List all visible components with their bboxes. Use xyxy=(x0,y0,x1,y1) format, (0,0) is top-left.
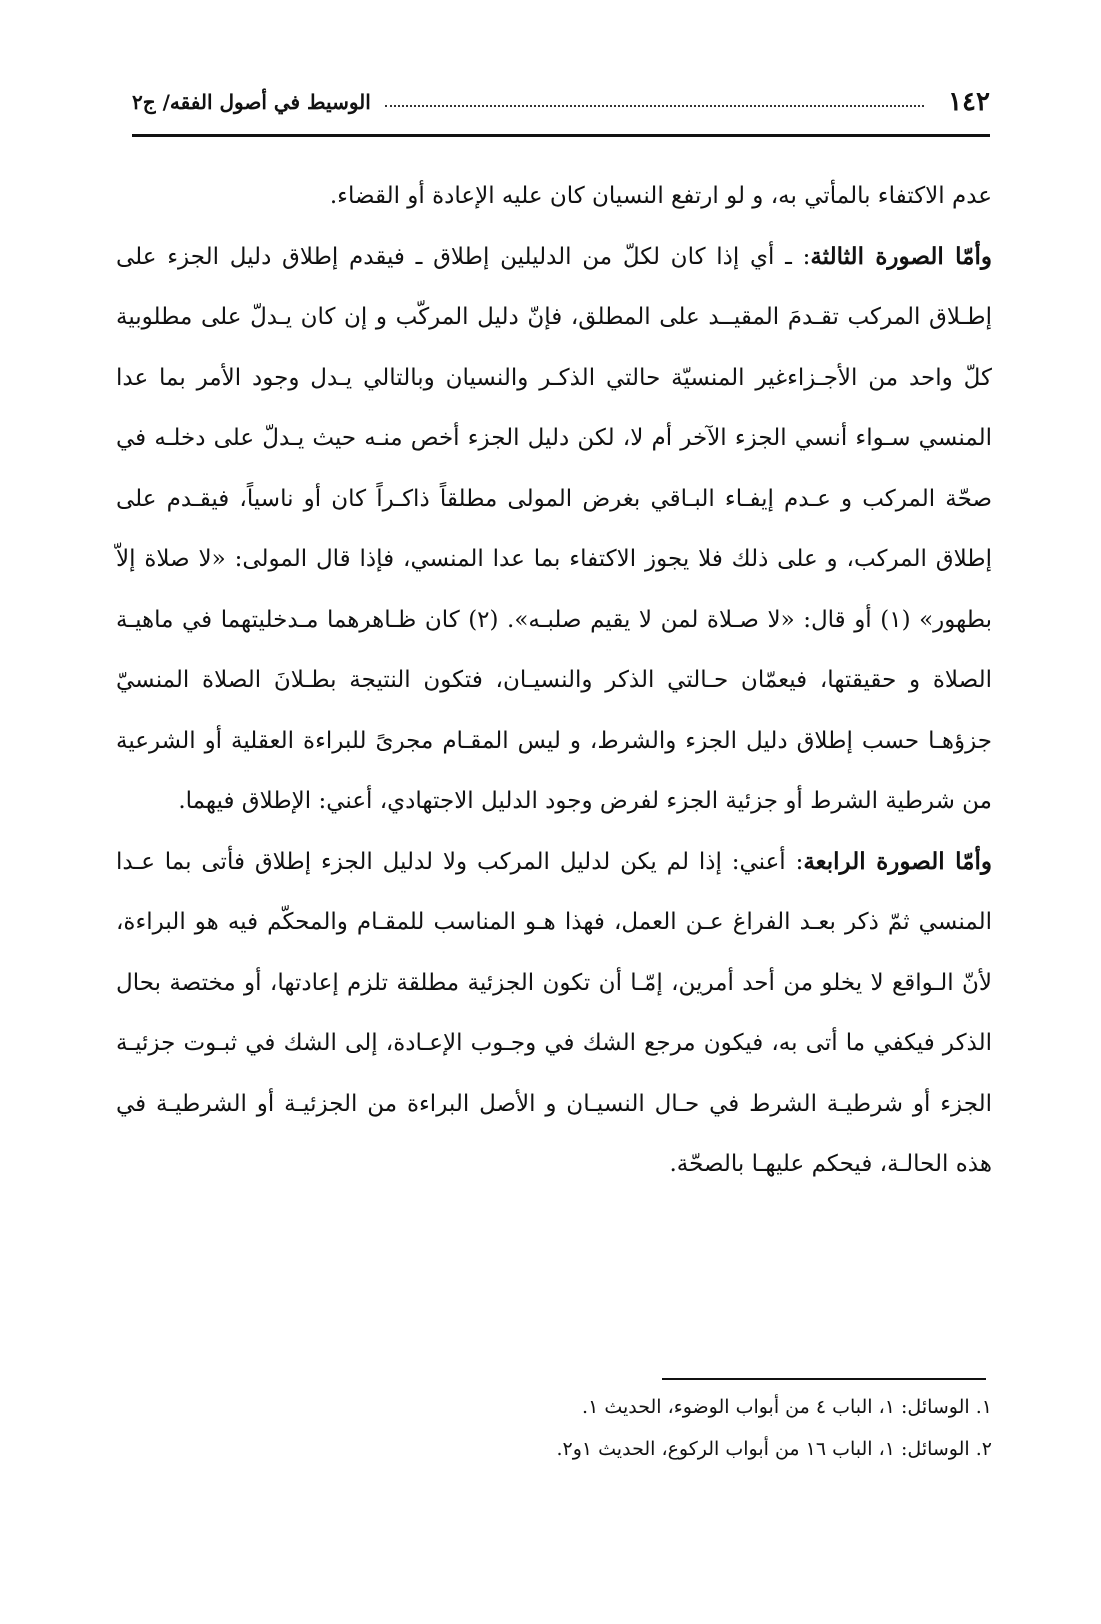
paragraph-3-heading: وأمّا الصورة الرابعة xyxy=(803,847,992,875)
paragraph-2-text: : ـ أي إذا كان لكلّ من الدليلين إطلاق ـ فيقدم إطلاق دليل الجزء على إطـلاق المركب تقـدمَ المقيــد على المطلق، فإنّ دليل المركّب و إن كان يـدلّ على مطلوبية كلّ واحد من الأجـزاءغير المنسيّة حالتي الذكـر والنسيان وبالتالي يـدل وجود الأمر بما عدا المنسي سـواء أنسي الجزء الآخر أم لا، لكن دليل الجزء أخص منـه حيث يـدلّ على دخلـه في صحّة المركب و عـدم إيفـاء البـاقي بغرض المولى مطلقاً ذاكـراً كان أو ناسياً، فيقـدم على إطلاق المركب، و على ذلك فلا يجوز الاكتفاء بما عدا المنسي، فإذا قال المولى: «لا صلاة إلاّ بطهور» (١) أو قال: «لا صـلاة لمن لا يقيم صلبـه». (٢) كان ظـاهرهما مـدخليتهما في ماهيـة الصلاة و حقيقتها، فيعمّان حـالتي الذكر والنسيـان، فتكون النتيجة بطـلانَ الصلاة المنسيّ جزؤهـا حسب إطلاق دليل الجزء والشرط، و ليس المقـام مجرىً للبراءة العقلية أو الشرعية من شرطية الشرط أو جزئية الجزء لفرض وجود الدليل الاجتهادي، أعني: الإطلاق فيهما. xyxy=(116,243,993,814)
page-number: ١٤٢ xyxy=(948,87,990,117)
footnotes xyxy=(420,1386,992,1470)
paragraph-3 xyxy=(116,832,992,1195)
main-text xyxy=(116,166,992,1195)
paragraph-1: عدم الاكتفاء بالمأتي به، و لو ارتفع النسيان كان عليه الإعادة أو القضاء. xyxy=(329,183,992,209)
running-header xyxy=(132,82,990,122)
footnote-1: ١. الوسائل: ١، الباب ٤ من أبواب الوضوء، الحديث ١. xyxy=(582,1396,992,1418)
paragraph-2-heading: وأمّا الصورة الثالثة xyxy=(810,242,992,270)
header-dot-leader xyxy=(385,105,924,107)
footnote-rule xyxy=(662,1378,986,1380)
running-title: الوسيط في أصول الفقه/ ج٢ xyxy=(132,90,371,114)
footnote-2: ٢. الوسائل: ١، الباب ١٦ من أبواب الركوع، الحديث ١و٢. xyxy=(556,1438,992,1460)
header-rule xyxy=(132,134,990,137)
paragraph-2 xyxy=(116,227,992,832)
paragraph-3-text: : أعني: إذا لم يكن لدليل المركب ولا لدليل الجزء إطلاق فأتى بما عـدا المنسي ثمّ ذكر بعـد الفراغ عـن العمل، فهذا هـو المناسب للمقـام والمحكّم فيه هو البراءة، لأنّ الـواقع لا يخلو من أحد أمرين، إمّـا أن تكون الجزئية مطلقة تلزم إعادتها، أو مختصة بحال الذكر فيكفي ما أتى به، فيكون مرجع الشك في وجـوب الإعـادة، إلى الشك في ثبـوت جزئيـة الجزء أو شرطيـة الشرط في حـال النسيـان و الأصل البراءة من الجزئيـة أو الشرطيـة في هذه الحالـة، فيحكم عليهـا بالصحّة. xyxy=(116,848,992,1177)
